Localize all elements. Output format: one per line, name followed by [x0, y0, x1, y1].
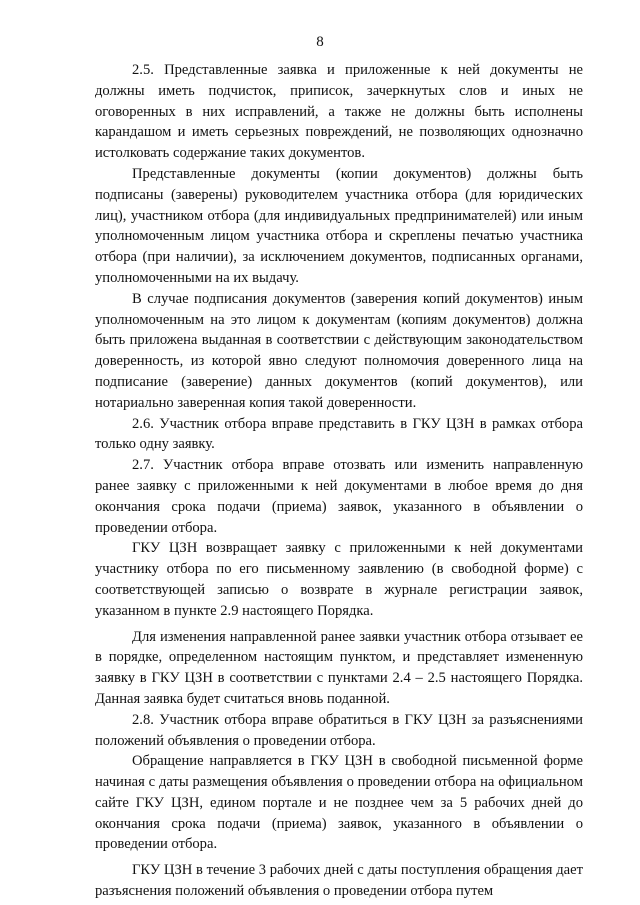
paragraph-2-5: 2.5. Представленные заявка и приложенные к ней документы не должны иметь подчисток, приписок, зачеркнутых слов и иных не оговоренных в них исправлений, а также не должны быть исполнены карандашом и иметь серьезных повреждений, не позволяющих однозначно истолковать содержание таких документов.: [95, 62, 583, 162]
paragraph-clarification: ГКУ ЦЗН в течение 3 рабочих дней с даты поступления обращения дает разъяснения положений объявления о проведении отбора путем: [95, 862, 583, 900]
page-number: 8: [316, 34, 324, 50]
paragraph-2-7: 2.7. Участник отбора вправе отозвать или изменить направленную ранее заявку с приложенными к ней документами в любое время до дня окончания срока подачи (приема) заявок, указанного в объявлении о проведении отбора.: [95, 457, 583, 536]
paragraph-change: Для изменения направленной ранее заявки участник отбора отзывает ее в порядке, определенном настоящим пунктом, и представляет измененную заявку в ГКУ ЦЗН в соответствии с пунктами 2.4 – 2.5 настоящего Порядка. Данная заявка будет считаться вновь поданной.: [95, 628, 583, 707]
paragraph-signing: Представленные документы (копии документов) должны быть подписаны (заверены) руководителем участника отбора (для юридических лиц), участником отбора (для индивидуальных предпринимателей) или иным уполномоченным лицом участника отбора и скреплены печатью участника отбора (при наличии), за исключением документов, подписанных органами, уполномоченными на их выдачу.: [95, 165, 583, 286]
paragraph-2-6: 2.6. Участник отбора вправе представить в ГКУ ЦЗН в рамках отбора только одну заявку.: [95, 415, 583, 453]
paragraph-power-of-attorney: В случае подписания документов (заверения копий документов) иным уполномоченным на это лицом к документам (копиям документов) должна быть приложена выданная в соответствии с действующим законодательством доверенность, из которой явно следуют полномочия доверенного лица на подписание (заверение) данных документов (копий документов), или нотариально заверенная копия такой доверенности.: [95, 290, 583, 411]
document-body: [95, 60, 583, 902]
paragraph-2-8: 2.8. Участник отбора вправе обратиться в ГКУ ЦЗН за разъяснениями положений объявления о проведении отбора.: [95, 711, 583, 749]
paragraph-request: Обращение направляется в ГКУ ЦЗН в свободной письменной форме начиная с даты размещения объявления о проведении отбора на официальном сайте ГКУ ЦЗН, едином портале и не позднее чем за 5 рабочих дней до окончания срока подачи (приема) заявок, указанного в объявлении о проведении отбора.: [95, 753, 583, 853]
paragraph-return: ГКУ ЦЗН возвращает заявку с приложенными к ней документами участнику отбора по его письменному заявлению (в свободной форме) с соответствующей записью о возврате в журнале регистрации заявок, указанном в пункте 2.9 настоящего Порядка.: [95, 540, 583, 619]
